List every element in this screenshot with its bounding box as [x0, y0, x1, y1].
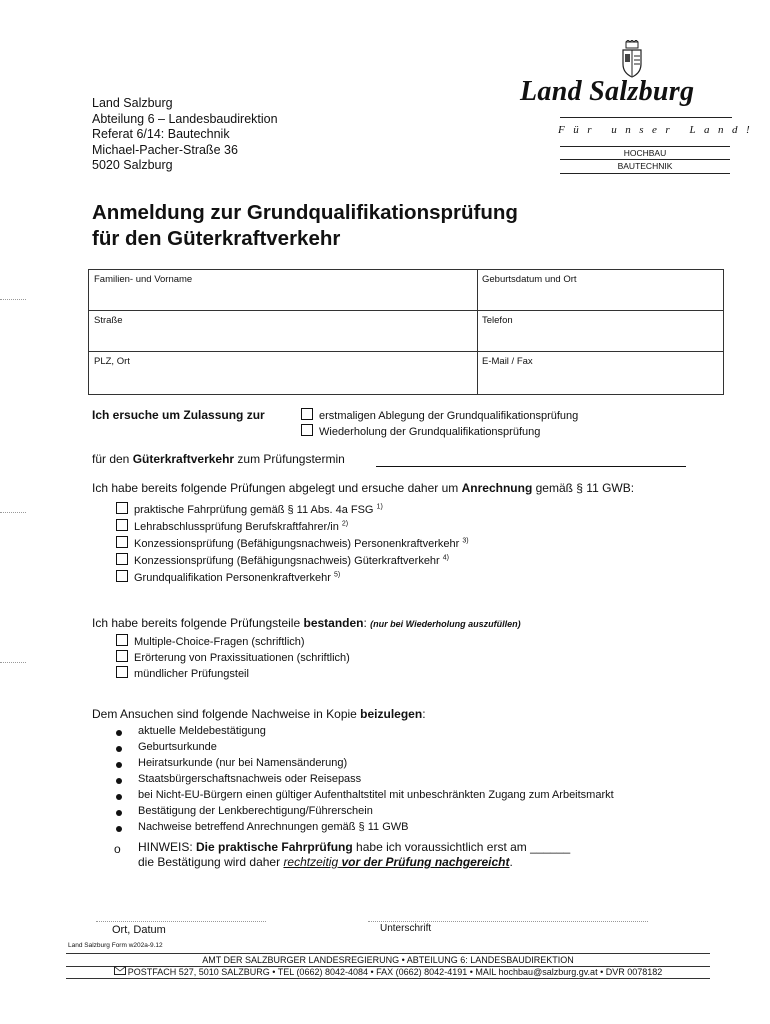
footnote-ref: 4): [442, 554, 450, 562]
option-label: mündlicher Prüfungsteil: [134, 668, 249, 680]
text-bold: beizulegen: [360, 707, 423, 721]
sender-org: Land Salzburg: [92, 96, 173, 110]
zip-city-field[interactable]: PLZ, Ort: [94, 356, 130, 367]
text-bold: bestanden: [303, 616, 364, 630]
footnote-ref: 1): [376, 503, 383, 511]
checkbox[interactable]: [116, 553, 128, 565]
option-label: Multiple-Choice-Fragen (schriftlich): [134, 636, 305, 648]
passed-option[interactable]: [116, 650, 350, 664]
checkbox[interactable]: [301, 424, 313, 436]
attachments-heading: [92, 707, 426, 721]
email-fax-field[interactable]: E-Mail / Fax: [482, 356, 533, 367]
sender-dept: Abteilung 6 – Landesbaudirektion: [92, 111, 278, 126]
bullet-icon: [116, 794, 122, 800]
option-label: praktische Fahrprüfung gemäß § 11 Abs. 4a FSG: [134, 504, 374, 516]
title-line: für den Güterkraftverkehr: [92, 227, 341, 250]
personal-data-grid: [88, 269, 724, 395]
attachment-item: bei Nicht-EU-Bürgern einen gültiger Aufenthaltstitel mit unbeschränkten Zugang zum Arbeitsmarkt: [138, 789, 614, 801]
checkbox[interactable]: [116, 666, 128, 678]
birth-field[interactable]: Geburtsdatum und Ort: [482, 274, 577, 285]
hint-line-1: [138, 840, 570, 854]
credit-heading: [92, 481, 634, 495]
text: Ich habe bereits folgende Prüfungsteile: [92, 616, 304, 630]
hint-marker: o: [114, 842, 121, 856]
fold-mark: [0, 299, 26, 300]
text: die Bestätigung wird daher: [138, 855, 284, 869]
signature-input[interactable]: [368, 921, 648, 922]
bullet-icon: [116, 826, 122, 832]
text: POSTFACH 527, 5010 SALZBURG • TEL (0662) 8042-4084 • FAX (0662) 8042-4191 • MAIL hochbau@salzburg.gv.at • DVR 0078182: [127, 967, 663, 977]
credit-option[interactable]: [116, 519, 348, 533]
text: Dem Ansuchen sind folgende Nachweise in Kopie: [92, 707, 361, 721]
credit-option[interactable]: [116, 536, 469, 550]
bullet-icon: [116, 746, 122, 752]
attachment-item: Nachweise betreffend Anrechnungen gemäß § 11 GWB: [138, 821, 409, 833]
bullet-icon: [116, 762, 122, 768]
admission-label: Ich ersuche um Zulassung zur: [92, 408, 265, 422]
brand-slogan: Für unser Land!: [558, 124, 759, 136]
footnote-ref: 5): [333, 571, 341, 579]
option-label: Wiederholung der Grundqualifikationsprüfung: [319, 426, 541, 438]
grid-divider: [477, 270, 478, 394]
text-italic: rechtzeitig: [283, 855, 339, 869]
admission-option-first[interactable]: [301, 408, 578, 422]
option-label: Konzessionsprüfung (Befähigungsnachweis) Personenkraftverkehr: [134, 538, 460, 550]
checkbox[interactable]: [116, 650, 128, 662]
attachment-item: Heiratsurkunde (nur bei Namensänderung): [138, 757, 348, 769]
option-label: Grundqualifikation Personenkraftverkehr: [134, 572, 331, 584]
place-date-label: Ort, Datum: [112, 924, 166, 936]
credit-option[interactable]: [116, 570, 340, 584]
passed-heading: [92, 616, 521, 630]
text: Ich habe bereits folgende Prüfungen abgelegt und ersuche daher um: [92, 481, 462, 495]
document-title: [92, 200, 518, 252]
text: zum Prüfungstermin: [234, 452, 345, 466]
sender-unit: Referat 6/14: Bautechnik: [92, 127, 230, 141]
fold-mark: [0, 662, 26, 663]
text: HINWEIS:: [138, 840, 197, 854]
option-label: Erörterung von Praxissituationen (schriftlich): [134, 652, 350, 664]
footer-rule: [66, 978, 710, 979]
bullet-icon: [116, 730, 122, 736]
date-blank[interactable]: ______: [530, 840, 571, 854]
text: für den: [92, 452, 133, 466]
dept-label: BAUTECHNIK: [560, 159, 730, 174]
text: :: [422, 707, 426, 721]
footer-contact: [66, 966, 710, 977]
passed-option[interactable]: [116, 666, 249, 680]
credit-option[interactable]: [116, 502, 383, 516]
sender-address: [92, 96, 278, 174]
admission-option-repeat[interactable]: [301, 424, 540, 438]
grid-divider: [89, 351, 723, 352]
attachment-item: Bestätigung der Lenkberechtigung/Führerschein: [138, 805, 373, 817]
signature-label: Unterschrift: [380, 923, 432, 934]
name-field[interactable]: Familien- und Vorname: [94, 274, 193, 285]
place-date-input[interactable]: [96, 921, 266, 922]
bullet-icon: [116, 810, 122, 816]
footnote-ref: 2): [341, 520, 349, 528]
attachment-item: Staatsbürgerschaftsnachweis oder Reisepass: [138, 773, 362, 785]
checkbox[interactable]: [116, 536, 128, 548]
brand-logo-text: Land Salzburg: [520, 76, 695, 107]
sender-city: 5020 Salzburg: [92, 158, 173, 172]
text: habe ich voraussichtlich erst am: [352, 840, 531, 854]
option-label: erstmaligen Ablegung der Grundqualifikationsprüfung: [319, 410, 579, 422]
checkbox[interactable]: [116, 570, 128, 582]
coat-of-arms-icon: [620, 40, 644, 78]
checkbox[interactable]: [116, 502, 128, 514]
option-label: Lehrabschlussprüfung Berufskraftfahrer/in: [134, 521, 339, 533]
grid-divider: [89, 310, 723, 311]
hint-line-2: [138, 855, 513, 869]
envelope-icon: [114, 966, 126, 975]
title-line: Anmeldung zur Grundqualifikationsprüfung: [92, 201, 518, 224]
exam-date-label: [92, 452, 345, 466]
text-note: (nur bei Wiederholung auszufüllen): [370, 619, 521, 629]
footer-authority: AMT DER SALZBURGER LANDESREGIERUNG • ABTEILUNG 6: LANDESBAUDIREKTION: [202, 955, 574, 965]
attachment-item: Geburtsurkunde: [138, 741, 217, 753]
footer-rule: [66, 953, 710, 954]
form-id: Land Salzburg Form w202a-9.12: [68, 942, 163, 949]
passed-option[interactable]: [116, 634, 305, 648]
text-bold: Güterkraftverkehr: [132, 452, 235, 466]
checkbox[interactable]: [116, 634, 128, 646]
fold-mark: [0, 512, 26, 513]
text-bold: Die praktische Fahrprüfung: [196, 840, 353, 854]
option-label: Konzessionsprüfung (Befähigungsnachweis) Güterkraftverkehr: [134, 555, 440, 567]
bullet-icon: [116, 778, 122, 784]
text: gemäß § 11 GWB:: [532, 481, 635, 495]
checkbox[interactable]: [301, 408, 313, 420]
phone-field[interactable]: Telefon: [482, 315, 513, 326]
exam-date-input[interactable]: [376, 466, 686, 467]
dept-label: HOCHBAU: [560, 146, 730, 158]
sender-street: Michael-Pacher-Straße 36: [92, 142, 238, 157]
brand-rule: [560, 117, 732, 118]
credit-option[interactable]: [116, 553, 449, 567]
text-bold: vor der Prüfung nachgereicht: [338, 855, 510, 869]
text: .: [509, 855, 513, 869]
text-bold: Anrechnung: [461, 481, 533, 495]
text: :: [363, 616, 371, 630]
footnote-ref: 3): [462, 537, 469, 545]
attachment-item: aktuelle Meldebestätigung: [138, 725, 266, 737]
checkbox[interactable]: [116, 519, 128, 531]
street-field[interactable]: Straße: [94, 315, 123, 326]
